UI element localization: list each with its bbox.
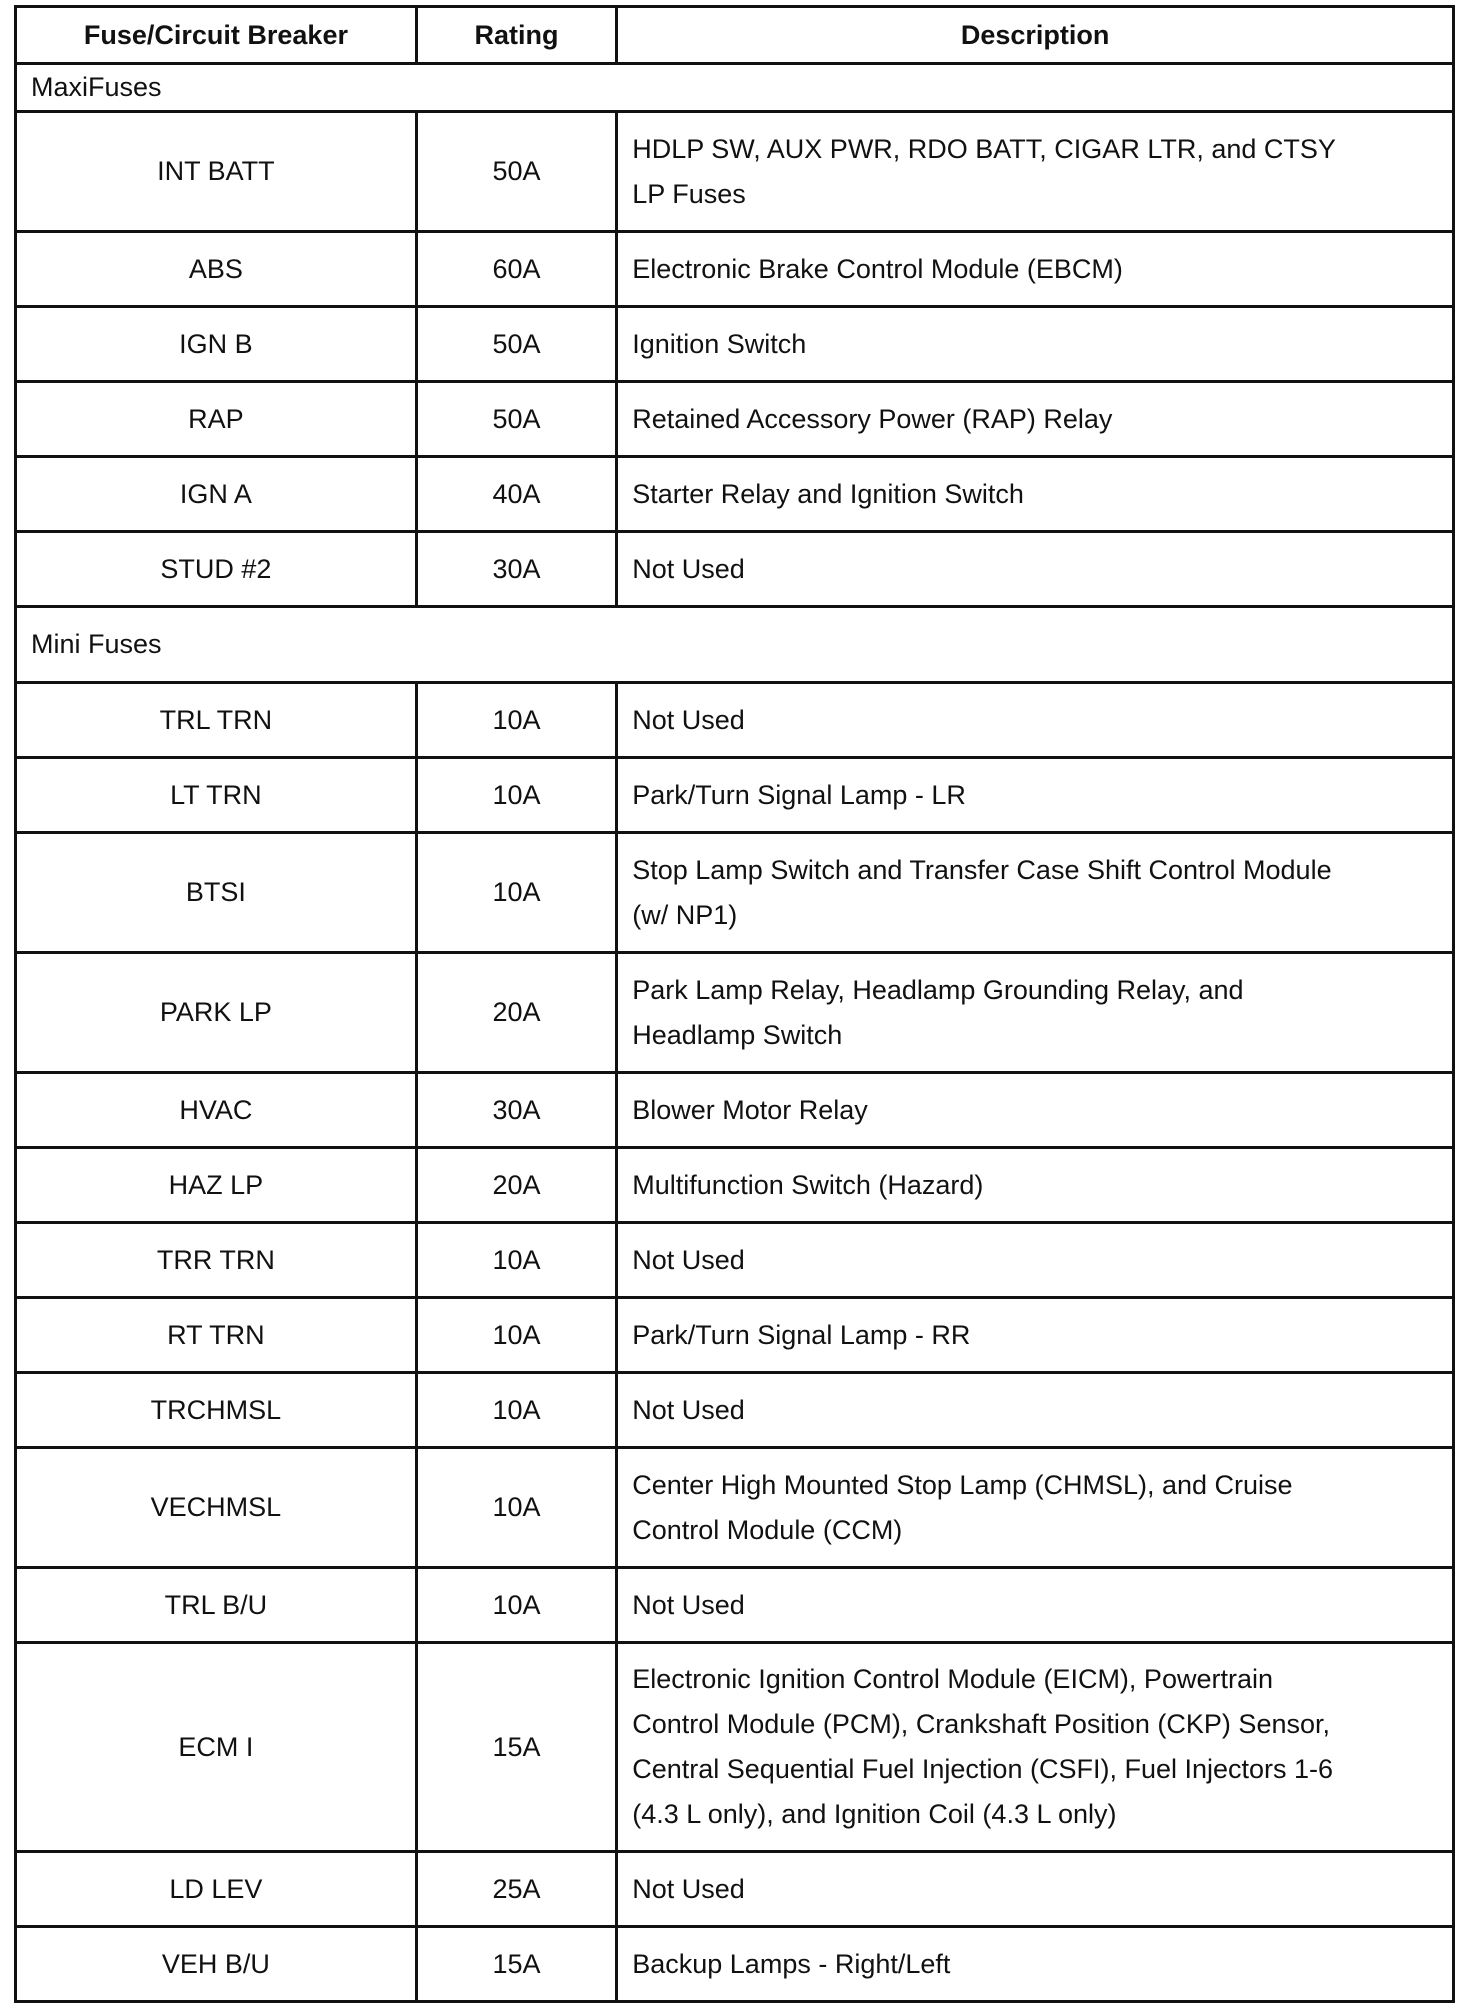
header-row	[16, 7, 1454, 64]
fuse-description	[617, 112, 1454, 232]
fuse-name: IGN B	[16, 307, 417, 382]
description-line: Not Used	[632, 553, 745, 584]
description-line: Not Used	[632, 1394, 745, 1425]
fuse-rating: 10A	[416, 1568, 616, 1643]
table-row	[16, 1852, 1454, 1927]
fuse-name: TRCHMSL	[16, 1373, 417, 1448]
fuse-description	[617, 833, 1454, 953]
fuse-name: LD LEV	[16, 1852, 417, 1927]
table-body	[16, 64, 1454, 2002]
description-line: Electronic Brake Control Module (EBCM)	[632, 253, 1123, 284]
fuse-rating: 50A	[416, 382, 616, 457]
fuse-name: TRR TRN	[16, 1223, 417, 1298]
fuse-name: ECM I	[16, 1643, 417, 1852]
table-row	[16, 1073, 1454, 1148]
fuse-rating: 10A	[416, 1298, 616, 1373]
table-row	[16, 382, 1454, 457]
table-row	[16, 1298, 1454, 1373]
fuse-name: PARK LP	[16, 953, 417, 1073]
fuse-table	[14, 5, 1455, 2003]
fuse-description	[617, 1148, 1454, 1223]
header-rating: Rating	[416, 7, 616, 64]
fuse-name: TRL TRN	[16, 683, 417, 758]
table-row	[16, 532, 1454, 607]
fuse-name: ABS	[16, 232, 417, 307]
fuse-description	[617, 232, 1454, 307]
description-line: LP Fuses	[632, 178, 746, 209]
description-line: Control Module (CCM)	[632, 1514, 903, 1545]
description-line: HDLP SW, AUX PWR, RDO BATT, CIGAR LTR, and CTSY	[632, 133, 1336, 164]
fuse-description	[617, 758, 1454, 833]
fuse-name: VECHMSL	[16, 1448, 417, 1568]
fuse-name: TRL B/U	[16, 1568, 417, 1643]
table-row	[16, 307, 1454, 382]
fuse-description	[617, 1223, 1454, 1298]
fuse-description	[617, 1298, 1454, 1373]
description-line: Park/Turn Signal Lamp - RR	[632, 1319, 971, 1350]
fuse-rating: 20A	[416, 953, 616, 1073]
section-row	[16, 64, 1454, 112]
fuse-description	[617, 382, 1454, 457]
description-line: Retained Accessory Power (RAP) Relay	[632, 403, 1113, 434]
table-row	[16, 683, 1454, 758]
table-row	[16, 112, 1454, 232]
description-line: (w/ NP1)	[632, 899, 738, 930]
description-line: Park/Turn Signal Lamp - LR	[632, 779, 966, 810]
description-line: Center High Mounted Stop Lamp (CHMSL), and Cruise	[632, 1469, 1293, 1500]
header-description: Description	[617, 7, 1454, 64]
fuse-description	[617, 1852, 1454, 1927]
table-row	[16, 1643, 1454, 1852]
fuse-rating: 10A	[416, 683, 616, 758]
fuse-description	[617, 1373, 1454, 1448]
table-row	[16, 1568, 1454, 1643]
fuse-name: HAZ LP	[16, 1148, 417, 1223]
table-row	[16, 953, 1454, 1073]
fuse-description	[617, 532, 1454, 607]
description-line: Not Used	[632, 1873, 745, 1904]
description-line: Headlamp Switch	[632, 1019, 843, 1050]
fuse-description	[617, 307, 1454, 382]
fuse-rating: 15A	[416, 1643, 616, 1852]
fuse-description	[617, 1927, 1454, 2002]
fuse-rating: 40A	[416, 457, 616, 532]
table-row	[16, 833, 1454, 953]
fuse-rating: 25A	[416, 1852, 616, 1927]
fuse-description	[617, 457, 1454, 532]
description-line: Multifunction Switch (Hazard)	[632, 1169, 984, 1200]
description-line: (4.3 L only), and Ignition Coil (4.3 L only)	[632, 1799, 1117, 1829]
fuse-rating: 10A	[416, 833, 616, 953]
fuse-name: BTSI	[16, 833, 417, 953]
header-fuse: Fuse/Circuit Breaker	[16, 7, 417, 64]
section-title: MaxiFuses	[16, 64, 1454, 112]
table-row	[16, 758, 1454, 833]
fuse-description	[617, 1073, 1454, 1148]
table-row	[16, 1448, 1454, 1568]
fuse-description	[617, 1643, 1454, 1852]
fuse-description	[617, 683, 1454, 758]
fuse-rating: 15A	[416, 1927, 616, 2002]
fuse-rating: 60A	[416, 232, 616, 307]
fuse-rating: 20A	[416, 1148, 616, 1223]
fuse-name: LT TRN	[16, 758, 417, 833]
description-line: Backup Lamps - Right/Left	[632, 1948, 951, 1979]
fuse-rating: 30A	[416, 1073, 616, 1148]
fuse-rating: 10A	[416, 758, 616, 833]
section-title: Mini Fuses	[16, 607, 1454, 683]
table-row	[16, 457, 1454, 532]
description-line: Not Used	[632, 1244, 745, 1275]
fuse-rating: 30A	[416, 532, 616, 607]
table-row	[16, 1223, 1454, 1298]
fuse-rating: 50A	[416, 112, 616, 232]
fuse-rating: 10A	[416, 1223, 616, 1298]
table-row	[16, 1373, 1454, 1448]
description-line: Control Module (PCM), Crankshaft Position (CKP) Sensor,	[632, 1709, 1330, 1739]
description-line: Not Used	[632, 1589, 745, 1620]
table-row	[16, 1148, 1454, 1223]
description-line: Starter Relay and Ignition Switch	[632, 478, 1024, 509]
description-line: Ignition Switch	[632, 328, 807, 359]
fuse-name: VEH B/U	[16, 1927, 417, 2002]
fuse-name: IGN A	[16, 457, 417, 532]
description-line: Park Lamp Relay, Headlamp Grounding Relay, and	[632, 974, 1244, 1005]
fuse-name: RT TRN	[16, 1298, 417, 1373]
description-line: Stop Lamp Switch and Transfer Case Shift Control Module	[632, 854, 1332, 885]
fuse-name: STUD #2	[16, 532, 417, 607]
fuse-description	[617, 1448, 1454, 1568]
fuse-description	[617, 953, 1454, 1073]
description-line: Electronic Ignition Control Module (EICM), Powertrain	[632, 1664, 1273, 1694]
description-line: Central Sequential Fuel Injection (CSFI), Fuel Injectors 1-6	[632, 1754, 1334, 1784]
table-row	[16, 232, 1454, 307]
fuse-name: INT BATT	[16, 112, 417, 232]
fuse-description	[617, 1568, 1454, 1643]
section-row	[16, 607, 1454, 683]
fuse-rating: 10A	[416, 1373, 616, 1448]
description-line: Blower Motor Relay	[632, 1094, 868, 1125]
fuse-rating: 50A	[416, 307, 616, 382]
fuse-name: HVAC	[16, 1073, 417, 1148]
table-row	[16, 1927, 1454, 2002]
fuse-name: RAP	[16, 382, 417, 457]
fuse-rating: 10A	[416, 1448, 616, 1568]
description-line: Not Used	[632, 704, 745, 735]
